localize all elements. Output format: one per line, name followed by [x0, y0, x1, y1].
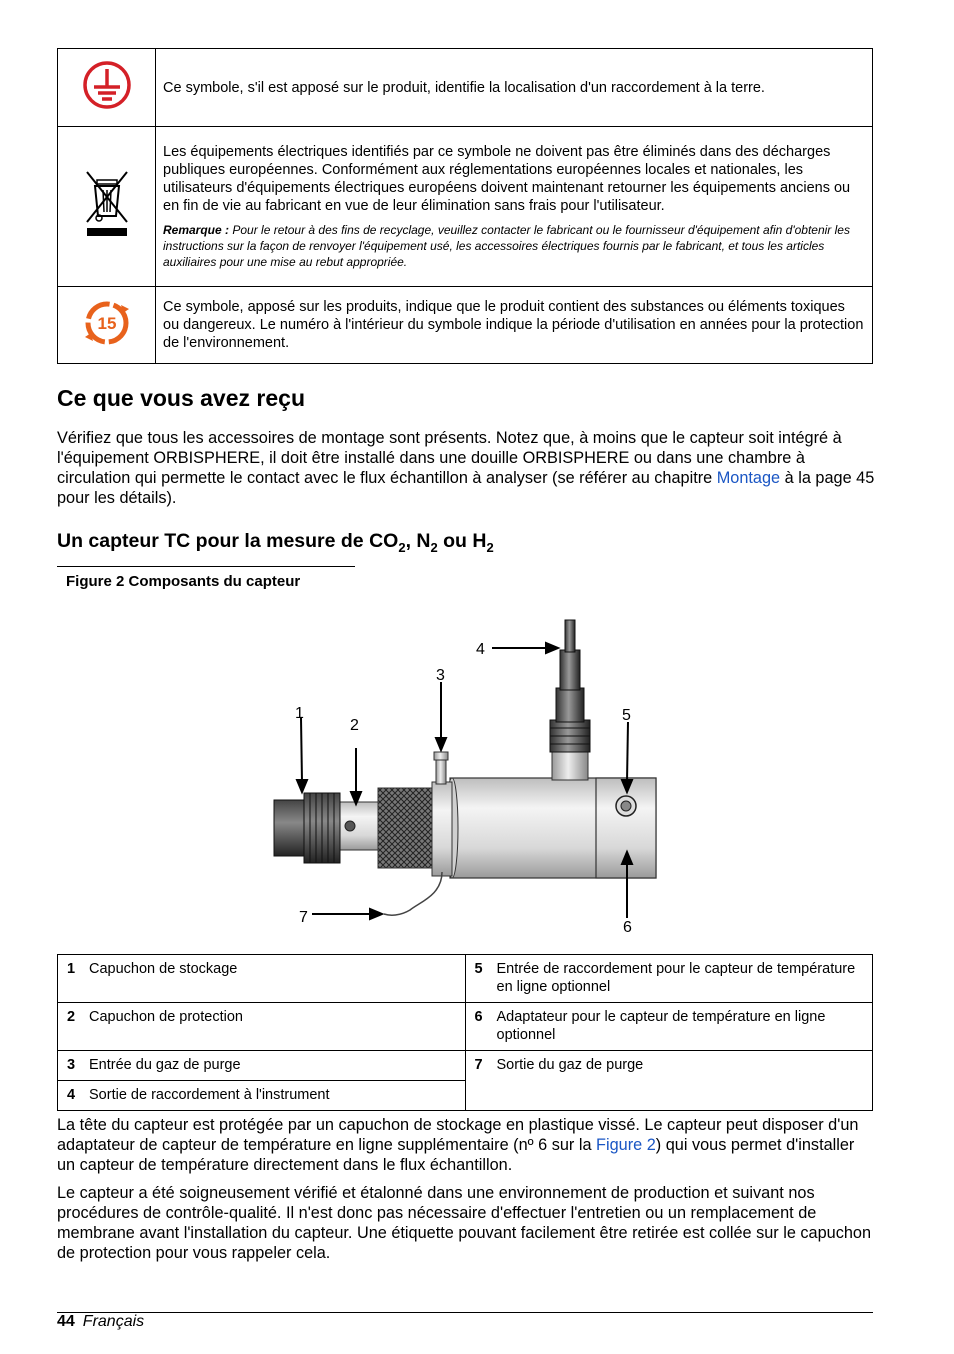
paragraph-calibration: Le capteur a été soigneusement vérifié et étalonné dans une environnement de production et suivant nos procédures de contrôle-qualité. Il n'est donc pas nécessaire d'effectuer l'entretien ou un remplacement de membrane avant l'installation du capteur. Une étiquette pouvant facilement être retirée est collée sur le capuchon de protection pour vous rappeler cela. [57, 1184, 872, 1262]
note-text: Pour le retour à des fins de recyclage, veuillez contacter le fabricant ou le fournisseur d'équipement afin d'obtenir les instructions sur la façon de renvoyer l'équipement usé, les accessoires électriques fournis par le fabricant, et tous les articles auxiliaires pour une mise au rebut appropriée. [163, 223, 850, 269]
section-title: Ce que vous avez reçu [57, 385, 305, 411]
callout-6: 6 [623, 919, 632, 936]
symbol-description-cell [156, 127, 873, 287]
symbol-table [57, 48, 873, 364]
callout-7: 7 [299, 909, 308, 926]
symbol-row [58, 127, 873, 287]
efup-number: 15 [97, 313, 116, 333]
subscript: 2 [486, 539, 494, 555]
legend-cell [58, 1081, 466, 1111]
legend-cell [465, 1051, 873, 1111]
legend-number: 5 [474, 961, 483, 977]
symbol-icon-cell [58, 127, 156, 287]
figure-title: Figure 2 Composants du capteur [57, 566, 355, 590]
temperature-port [616, 796, 636, 816]
legend-cell [465, 955, 873, 1003]
subsection-text: ou H [437, 530, 487, 552]
legend-label: Entrée du gaz de purge [89, 1057, 241, 1073]
instrument-connector [550, 620, 590, 780]
footer-rule [57, 1312, 873, 1313]
montage-link[interactable]: Montage [716, 469, 781, 487]
legend-number: 3 [67, 1057, 76, 1073]
legend-cell [465, 1003, 873, 1051]
subscript: 2 [430, 539, 438, 555]
footer-language: Français [82, 1313, 145, 1330]
subscript: 2 [398, 539, 406, 555]
intro-paragraph [57, 428, 875, 508]
symbol-description: Les équipements électriques identifiés par ce symbole ne doivent pas être éliminés dans des décharges publiques européennes. Conformément aux réglementations européennes locales et nationales, les utilisateurs d'équipements électriques européens doivent maintenant retourner les équipements anciens ou en fin de vie au fabricant en vue de leur élimination sans frais pour l'utilisateur. [163, 144, 851, 214]
legend-row [58, 955, 873, 1003]
paragraph-text: La tête du capteur est protégée par un capuchon de stockage en plastique vissé. Le capteur peut disposer d'un adaptateur de capteur de température en ligne supplémentaire (nº 6 sur la [57, 1116, 859, 1154]
legend-table [57, 954, 873, 1111]
note [163, 222, 865, 270]
legend-row [58, 1051, 873, 1081]
symbol-row [58, 49, 873, 127]
purge-outlet-tube [384, 872, 442, 915]
callout-3: 3 [436, 667, 445, 684]
legend-label: Capuchon de stockage [89, 961, 238, 977]
earth-ground-icon [81, 59, 133, 111]
paragraph-storage-cap [57, 1115, 875, 1175]
symbol-icon-cell [58, 287, 156, 364]
legend-label: Adaptateur pour le capteur de température en ligne optionnel [496, 1009, 826, 1043]
weee-crossed-bin-icon [83, 170, 131, 238]
subsection-text: , N [405, 530, 431, 552]
symbol-description: Ce symbole, apposé sur les produits, indique que le produit contient des substances ou éléments toxiques ou dangereux. Le numéro à l'intérieur du symbole indique la période d'utilisation en années pour la protection de l'environnement. [156, 287, 873, 364]
legend-number: 7 [474, 1057, 483, 1073]
legend-number: 4 [67, 1087, 76, 1103]
storage-cap [274, 793, 340, 863]
subsection-title [57, 530, 494, 555]
figure-2-link[interactable]: Figure 2 [596, 1136, 656, 1154]
callout-2: 2 [350, 717, 359, 734]
purge-ring [432, 752, 452, 876]
symbol-description: Ce symbole, s'il est apposé sur le produit, identifie la localisation d'un raccordement à la terre. [156, 49, 873, 127]
legend-label: Sortie du gaz de purge [496, 1057, 644, 1073]
page-footer [57, 1313, 144, 1331]
protection-cap [340, 802, 378, 850]
legend-cell [58, 955, 466, 1003]
legend-label: Entrée de raccordement pour le capteur de température en ligne optionnel [496, 961, 856, 995]
note-label: Remarque : [163, 223, 230, 237]
legend-cell [58, 1051, 466, 1081]
page-number: 44 [57, 1313, 75, 1330]
legend-row [58, 1003, 873, 1051]
intro-text-end: à la page 45 pour les détails). [57, 469, 875, 507]
legend-number: 1 [67, 961, 76, 977]
callout-4: 4 [476, 641, 485, 658]
symbol-icon-cell [58, 49, 156, 127]
efup-15-icon [83, 299, 131, 347]
legend-number: 6 [474, 1009, 483, 1025]
legend-label: Sortie de raccordement à l'instrument [89, 1087, 330, 1103]
callout-1: 1 [295, 705, 304, 722]
legend-number: 2 [67, 1009, 76, 1025]
legend-cell [58, 1003, 466, 1051]
intro-text: Vérifiez que tous les accessoires de montage sont présents. Notez que, à moins que le capteur soit intégré à l'équipement ORBISPHERE, il doit être installé dans une douille ORBISPHERE ou dans une chambre à circulation qui permette le contact avec le flux échantillon à analyser (se référer au chapitre [57, 429, 842, 487]
sensor-diagram [260, 610, 680, 940]
legend-label: Capuchon de protection [89, 1009, 243, 1025]
knurled-nut [378, 788, 432, 868]
callout-5: 5 [622, 707, 631, 724]
subsection-text: Un capteur TC pour la mesure de CO [57, 530, 399, 552]
symbol-row [58, 287, 873, 364]
paragraph-text-end: ) qui vous permet d'installer un capteur de température directement dans le flux échantillon. [57, 1136, 855, 1174]
